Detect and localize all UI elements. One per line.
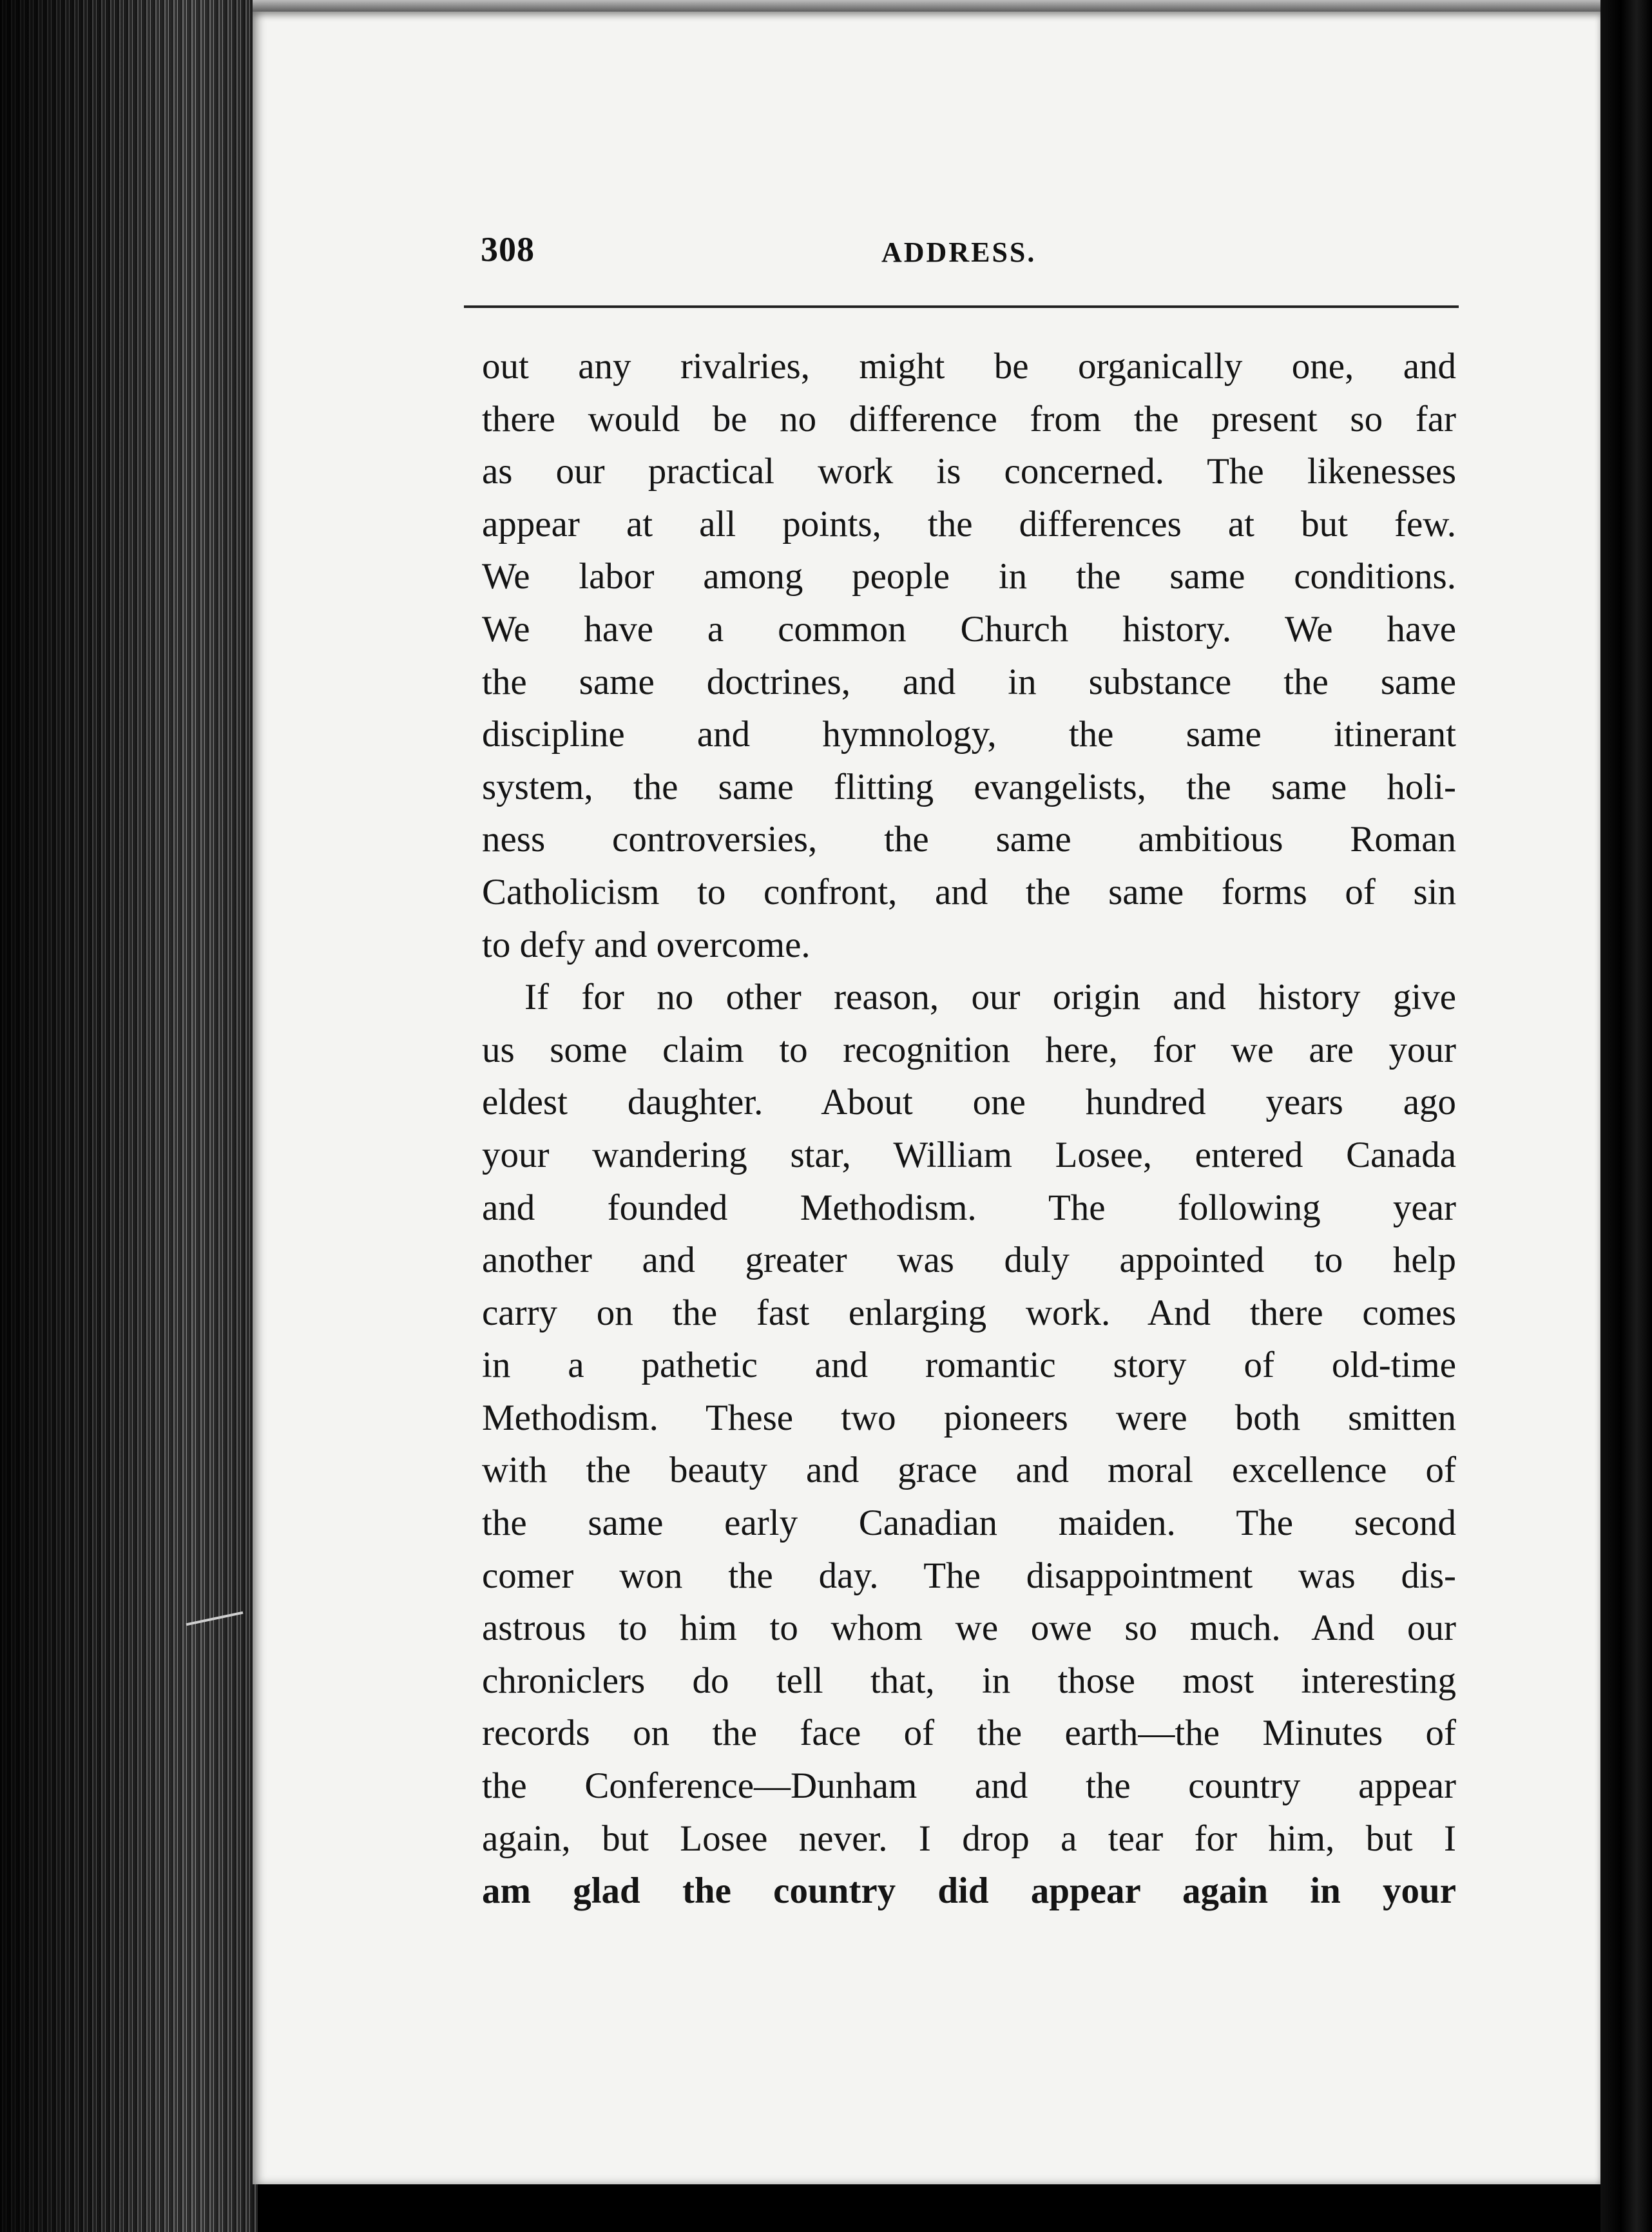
text-line: and founded Methodism. The following year	[482, 1187, 1456, 1228]
text-line: us some claim to recognition here, for we are your	[482, 1029, 1456, 1070]
text-line: comer won the day. The disappointment was dis-	[482, 1555, 1456, 1596]
text-line: your wandering star, William Losee, entered Canada	[482, 1134, 1456, 1175]
running-title: ADDRESS.	[881, 236, 1037, 268]
text-line: astrous to him to whom we owe so much. And our	[482, 1608, 1456, 1649]
text-line: system, the same flitting evangelists, the same holi-	[482, 766, 1456, 807]
text-line: discipline and hymnology, the same itinerant	[482, 714, 1456, 755]
text-line: We have a common Church history. We have	[482, 608, 1456, 649]
text-line: eldest daughter. About one hundred years ago	[482, 1082, 1456, 1123]
text-line: another and greater was duly appointed to help	[482, 1240, 1456, 1281]
text-line: records on the face of the earth—the Minutes of	[482, 1713, 1456, 1754]
text-line: carry on the fast enlarging work. And there comes	[482, 1292, 1456, 1333]
running-head	[481, 229, 1463, 281]
facing-page-gutter	[1600, 0, 1652, 2232]
text-line: Methodism. These two pioneers were both smitten	[482, 1397, 1456, 1438]
page-number: 308	[481, 230, 535, 269]
text-line: there would be no difference from the present so far	[482, 398, 1456, 439]
text-line: the same early Canadian maiden. The second	[482, 1503, 1456, 1544]
text-line: again, but Losee never. I drop a tear for him, but I	[482, 1818, 1456, 1859]
text-line: in a pathetic and romantic story of old-time	[482, 1345, 1456, 1386]
text-line: to defy and overcome.	[482, 924, 811, 965]
text-line: chroniclers do tell that, in those most interesting	[482, 1660, 1456, 1701]
text-line: We labor among people in the same conditions.	[482, 556, 1456, 597]
book-page-edges	[0, 0, 258, 2232]
text-line: appear at all points, the differences at but few.	[482, 503, 1456, 544]
text-line: out any rivalries, might be organically one, and	[482, 346, 1456, 387]
text-line: with the beauty and grace and moral excellence of	[482, 1450, 1456, 1491]
text-line: If for no other reason, our origin and history give	[524, 977, 1456, 1018]
body-text	[482, 340, 1456, 1918]
text-line: am glad the country did appear again in your	[482, 1871, 1456, 1912]
text-line: the Conference—Dunham and the country appear	[482, 1765, 1456, 1807]
text-line: as our practical work is concerned. The likenesses	[482, 451, 1456, 492]
text-line: the same doctrines, and in substance the same	[482, 661, 1456, 702]
header-rule	[464, 305, 1459, 308]
text-line: Catholicism to confront, and the same forms of sin	[482, 871, 1456, 912]
text-line: ness controversies, the same ambitious Roman	[482, 819, 1456, 860]
